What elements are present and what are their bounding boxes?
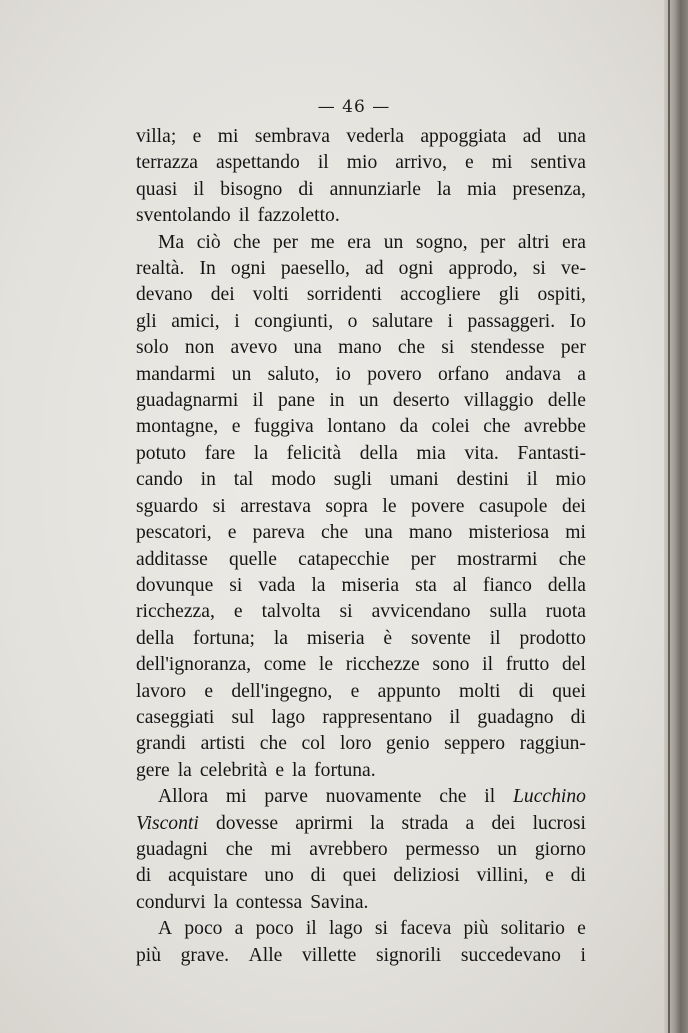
word: ve- bbox=[560, 258, 586, 280]
word: quei bbox=[552, 680, 586, 702]
word: un bbox=[231, 363, 252, 385]
word: delle bbox=[547, 390, 586, 412]
word: approdo, bbox=[448, 258, 518, 280]
word: il bbox=[484, 786, 496, 808]
word: si bbox=[532, 258, 546, 280]
word: saluto, bbox=[267, 363, 320, 385]
word: mano bbox=[338, 337, 382, 359]
word: di bbox=[570, 865, 586, 887]
word: deliziosi bbox=[393, 865, 460, 887]
text-line bbox=[136, 943, 586, 969]
word: il bbox=[449, 706, 461, 728]
word: pescatori, bbox=[136, 522, 212, 544]
word: dell'ignoranza, bbox=[136, 654, 252, 676]
word: lago bbox=[328, 918, 363, 940]
word: giorno bbox=[534, 838, 586, 860]
word: vita. bbox=[464, 442, 499, 464]
text-line bbox=[136, 256, 586, 282]
word: che bbox=[321, 522, 349, 544]
word: dei bbox=[210, 284, 235, 306]
word: cando bbox=[136, 469, 183, 491]
word: sul bbox=[231, 706, 255, 728]
text-line bbox=[136, 731, 586, 757]
word: al bbox=[452, 574, 467, 596]
word: vada bbox=[258, 574, 296, 596]
word: sorridenti bbox=[306, 284, 382, 306]
word: contessa bbox=[235, 891, 303, 913]
word: era bbox=[562, 231, 586, 253]
text-line bbox=[136, 520, 586, 546]
word: mia bbox=[467, 178, 497, 200]
word: sopra bbox=[325, 495, 368, 517]
word: pareva bbox=[252, 522, 305, 544]
text-line bbox=[136, 811, 586, 837]
word: genio bbox=[386, 733, 430, 755]
word: volti bbox=[252, 284, 289, 306]
word: ricchezza, bbox=[136, 601, 215, 623]
word: e bbox=[227, 522, 237, 544]
word: miseria bbox=[341, 574, 400, 596]
word: di bbox=[518, 680, 534, 702]
word: ogni bbox=[230, 258, 266, 280]
word: gli bbox=[498, 284, 520, 306]
word: sentiva bbox=[530, 152, 586, 174]
word: più bbox=[463, 918, 489, 940]
word: e bbox=[204, 680, 214, 702]
word: una bbox=[293, 337, 322, 359]
word: e bbox=[350, 680, 360, 702]
word: potuto bbox=[136, 442, 187, 464]
word: le bbox=[318, 654, 334, 676]
word: guadagno bbox=[477, 706, 554, 728]
word: non bbox=[184, 337, 215, 359]
word: permesso bbox=[405, 838, 480, 860]
word: è bbox=[383, 627, 393, 649]
word: che bbox=[439, 786, 467, 808]
text-line bbox=[136, 177, 586, 203]
word: il bbox=[238, 205, 250, 227]
word: Visconti bbox=[136, 812, 199, 834]
word: che bbox=[259, 733, 287, 755]
word: mi bbox=[491, 152, 513, 174]
word: la bbox=[253, 442, 268, 464]
word: il bbox=[482, 654, 494, 676]
word: congiunti, bbox=[254, 310, 334, 332]
word: grave. bbox=[180, 944, 230, 966]
text-line bbox=[136, 679, 586, 705]
word: presenza, bbox=[512, 178, 586, 200]
word: villaggio bbox=[463, 390, 534, 412]
word: i bbox=[234, 310, 240, 332]
text-line bbox=[136, 916, 586, 942]
word: mio bbox=[346, 152, 378, 174]
word: i bbox=[580, 944, 586, 966]
word: celebrità bbox=[199, 759, 268, 781]
word: sogno, bbox=[415, 231, 468, 253]
text-line bbox=[136, 494, 586, 520]
word: annunziarle bbox=[329, 178, 421, 200]
word: io bbox=[335, 363, 351, 385]
word: mi bbox=[270, 838, 292, 860]
word: e bbox=[275, 759, 285, 781]
word: realtà. bbox=[136, 258, 185, 280]
word: mi bbox=[565, 522, 586, 544]
word: frutto bbox=[505, 654, 550, 676]
text-line bbox=[136, 441, 586, 467]
page-edge-line bbox=[668, 0, 670, 1033]
word: per bbox=[480, 231, 506, 253]
word: e bbox=[192, 126, 202, 147]
word: povero bbox=[367, 363, 422, 385]
word: guadagnarmi bbox=[136, 390, 239, 412]
text-line bbox=[136, 230, 586, 256]
word: solo bbox=[136, 337, 169, 359]
word: dei bbox=[562, 495, 586, 517]
word: a bbox=[577, 363, 586, 385]
word: si bbox=[339, 601, 353, 623]
word: faceva bbox=[400, 918, 452, 940]
word: signorili bbox=[375, 944, 442, 966]
word: poco bbox=[184, 918, 223, 940]
text-line bbox=[136, 705, 586, 731]
word: lago bbox=[271, 706, 306, 728]
text-line bbox=[136, 758, 586, 784]
word: del bbox=[561, 654, 586, 676]
word: additasse bbox=[136, 548, 208, 570]
text-line bbox=[136, 863, 586, 889]
word: per bbox=[410, 548, 436, 570]
word: la bbox=[177, 759, 192, 781]
word: strada bbox=[401, 812, 449, 834]
word: si bbox=[441, 337, 455, 359]
word: da bbox=[399, 416, 419, 438]
page-number: — 46 — bbox=[317, 97, 391, 117]
word: misteriosa bbox=[468, 522, 550, 544]
word: di bbox=[136, 865, 152, 887]
word: povere bbox=[411, 495, 465, 517]
word: parve bbox=[264, 786, 308, 808]
word: una bbox=[557, 126, 586, 147]
text-line bbox=[136, 203, 586, 229]
word: dei bbox=[491, 812, 516, 834]
word: la bbox=[273, 627, 288, 649]
text-line bbox=[136, 784, 586, 810]
word: era bbox=[347, 231, 372, 253]
word: il bbox=[252, 390, 264, 412]
word: arrestava bbox=[240, 495, 311, 517]
word: fare bbox=[204, 442, 236, 464]
text-line bbox=[136, 414, 586, 440]
word: aprirmi bbox=[295, 812, 353, 834]
word: In bbox=[199, 258, 216, 280]
word: dovesse bbox=[215, 812, 279, 834]
word: prodotto bbox=[519, 627, 586, 649]
word: e bbox=[577, 918, 586, 940]
word: raggiun- bbox=[519, 733, 586, 755]
word: arrivo, bbox=[395, 152, 447, 174]
word: quasi bbox=[136, 178, 178, 200]
text-line bbox=[136, 150, 586, 176]
word: ad bbox=[365, 258, 384, 280]
text-line bbox=[136, 652, 586, 678]
word: ogni bbox=[398, 258, 434, 280]
word: lucrosi bbox=[532, 812, 586, 834]
word: sguardo bbox=[136, 495, 199, 517]
word: un bbox=[358, 390, 379, 412]
word: bisogno bbox=[220, 178, 283, 200]
word: amici, bbox=[171, 310, 220, 332]
word: montagne, bbox=[136, 416, 219, 438]
word: solitario bbox=[500, 918, 565, 940]
word: tal bbox=[233, 469, 254, 491]
word: ricchezze bbox=[345, 654, 420, 676]
text-line bbox=[136, 837, 586, 863]
word: il bbox=[317, 152, 329, 174]
word: guadagni bbox=[136, 838, 208, 860]
word: che bbox=[558, 548, 586, 570]
word: villa; bbox=[136, 126, 177, 147]
word: lavoro bbox=[136, 680, 187, 702]
word: di bbox=[570, 706, 586, 728]
word: la bbox=[292, 759, 307, 781]
text-line bbox=[136, 124, 586, 150]
word: a bbox=[465, 812, 475, 834]
word: della bbox=[359, 442, 398, 464]
word: sovente bbox=[411, 627, 471, 649]
word: e bbox=[231, 416, 241, 438]
word: come bbox=[263, 654, 307, 676]
word: si bbox=[374, 918, 388, 940]
word: Ma bbox=[158, 231, 185, 253]
word: che bbox=[233, 231, 261, 253]
word: mi bbox=[225, 786, 247, 808]
word: mostrarmi bbox=[456, 548, 538, 570]
word: e bbox=[233, 601, 243, 623]
word: in bbox=[329, 390, 345, 412]
text-line bbox=[136, 388, 586, 414]
word: acquistare bbox=[168, 865, 248, 887]
word: ruota bbox=[545, 601, 586, 623]
word: la bbox=[213, 891, 228, 913]
word: aspettando bbox=[216, 152, 300, 174]
word: una bbox=[364, 522, 393, 544]
word: più bbox=[136, 944, 162, 966]
word: nuovamente bbox=[325, 786, 422, 808]
text-line bbox=[136, 282, 586, 308]
word: fazzoletto. bbox=[257, 205, 340, 227]
word: Allora bbox=[158, 786, 209, 808]
word: sembrava bbox=[254, 126, 330, 147]
word: modo bbox=[271, 469, 316, 491]
word: sulla bbox=[489, 601, 527, 623]
word: per bbox=[273, 231, 299, 253]
word: la bbox=[436, 178, 452, 200]
word: catapecchie bbox=[298, 548, 390, 570]
text-line bbox=[136, 467, 586, 493]
word: il bbox=[489, 627, 501, 649]
word: appoggiata bbox=[420, 126, 507, 147]
word: avevo bbox=[230, 337, 278, 359]
word: un bbox=[497, 838, 517, 860]
word: seppero bbox=[444, 733, 506, 755]
word: casupole bbox=[478, 495, 548, 517]
word: fuggiva bbox=[253, 416, 314, 438]
word: della bbox=[136, 627, 175, 649]
word: sta bbox=[415, 574, 437, 596]
word: appunto bbox=[377, 680, 441, 702]
word: il bbox=[193, 178, 205, 200]
word: rappresentano bbox=[322, 706, 433, 728]
word: che bbox=[225, 838, 253, 860]
word: uno bbox=[264, 865, 294, 887]
word: le bbox=[382, 495, 397, 517]
word: salutare bbox=[372, 310, 433, 332]
text-line bbox=[136, 335, 586, 361]
word: che bbox=[397, 337, 426, 359]
word: ospiti, bbox=[537, 284, 586, 306]
word: villette bbox=[301, 944, 357, 966]
word: umani bbox=[389, 469, 439, 491]
word: a bbox=[234, 918, 244, 940]
word: col bbox=[301, 733, 326, 755]
text-line bbox=[136, 890, 586, 916]
word: in bbox=[200, 469, 216, 491]
word: artisti bbox=[200, 733, 246, 755]
word: di bbox=[310, 865, 326, 887]
word: destini bbox=[456, 469, 509, 491]
word: me bbox=[310, 231, 335, 253]
word: la bbox=[370, 812, 385, 834]
word: vederla bbox=[346, 126, 404, 147]
word: dovunque bbox=[136, 574, 214, 596]
word: o bbox=[347, 310, 358, 332]
word: ciò bbox=[196, 231, 221, 253]
word: il bbox=[305, 918, 317, 940]
word: che bbox=[483, 416, 511, 438]
word: mia bbox=[416, 442, 446, 464]
body-text bbox=[136, 124, 586, 969]
word: ad bbox=[522, 126, 542, 147]
word: succedevano bbox=[460, 944, 561, 966]
word: poco bbox=[255, 918, 294, 940]
word: felicità bbox=[286, 442, 342, 464]
word: si bbox=[212, 495, 226, 517]
word: deserto bbox=[392, 390, 450, 412]
word: lontano bbox=[327, 416, 387, 438]
word: mi bbox=[217, 126, 239, 147]
word: Fantasti- bbox=[517, 442, 586, 464]
word: condurvi bbox=[136, 891, 206, 913]
text-line bbox=[136, 362, 586, 388]
word: quelle bbox=[229, 548, 277, 570]
word: stendesse bbox=[470, 337, 545, 359]
word: mano bbox=[408, 522, 453, 544]
text-line bbox=[136, 547, 586, 573]
text-line bbox=[136, 573, 586, 599]
word: altri bbox=[517, 231, 550, 253]
word: della bbox=[547, 574, 586, 596]
word: un bbox=[383, 231, 404, 253]
text-line bbox=[136, 599, 586, 625]
word: molti bbox=[459, 680, 501, 702]
word: fianco bbox=[482, 574, 532, 596]
word: mandarmi bbox=[136, 363, 216, 385]
word: di bbox=[298, 178, 314, 200]
word: per bbox=[560, 337, 586, 359]
word: fortuna; bbox=[192, 627, 255, 649]
word: sventolando bbox=[136, 205, 231, 227]
word: andava bbox=[505, 363, 561, 385]
word: accogliere bbox=[400, 284, 481, 306]
word: loro bbox=[339, 733, 372, 755]
word: Alle bbox=[248, 944, 283, 966]
word: avvicendano bbox=[371, 601, 471, 623]
word: miseria bbox=[306, 627, 365, 649]
word: il bbox=[526, 469, 538, 491]
text-line bbox=[136, 626, 586, 652]
word: Io bbox=[569, 310, 586, 332]
word: orfano bbox=[437, 363, 490, 385]
word: grandi bbox=[136, 733, 187, 755]
word: fortuna. bbox=[314, 759, 376, 781]
word: pane bbox=[277, 390, 315, 412]
word: e bbox=[465, 152, 474, 174]
word: i bbox=[447, 310, 453, 332]
word: la bbox=[311, 574, 326, 596]
word: gere bbox=[136, 759, 170, 781]
text-line bbox=[136, 309, 586, 335]
word: A bbox=[158, 918, 173, 940]
word: avrebbero bbox=[309, 838, 388, 860]
word: talvolta bbox=[261, 601, 321, 623]
word: villini, bbox=[476, 865, 529, 887]
word: mio bbox=[555, 469, 586, 491]
word: sono bbox=[432, 654, 470, 676]
word: colei bbox=[431, 416, 470, 438]
word: quei bbox=[342, 865, 377, 887]
word: e bbox=[545, 865, 554, 887]
word: Lucchino bbox=[513, 786, 586, 808]
word: passaggeri. bbox=[467, 310, 556, 332]
word: si bbox=[229, 574, 243, 596]
word: avrebbe bbox=[523, 416, 586, 438]
word: devano bbox=[136, 284, 193, 306]
word: caseggiati bbox=[136, 706, 215, 728]
word: paesello, bbox=[280, 258, 350, 280]
word: gli bbox=[136, 310, 157, 332]
word: sugli bbox=[333, 469, 372, 491]
word: terrazza bbox=[136, 152, 198, 174]
word: dell'ingegno, bbox=[231, 680, 333, 702]
word: Savina. bbox=[310, 891, 369, 913]
